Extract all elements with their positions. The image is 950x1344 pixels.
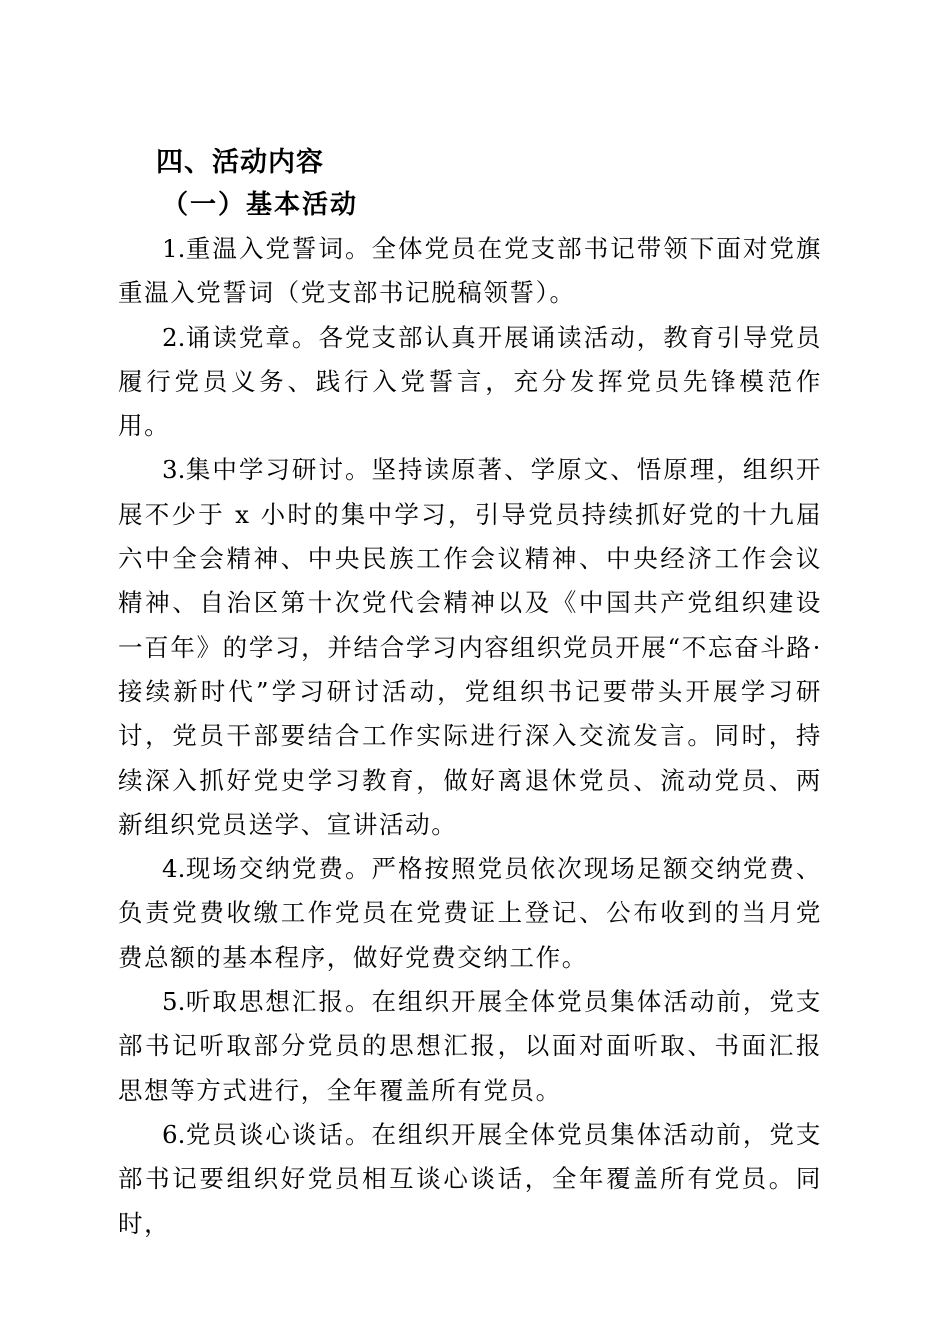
paragraph-number: 6. <box>162 1119 186 1149</box>
paragraph-5 <box>118 980 822 1113</box>
paragraph-number: 1. <box>162 234 186 263</box>
paragraph-text: 党员谈心谈话。在组织开展全体党员集体活动前，党支部书记要组织好党员相互谈心谈话，全年覆盖所有党员。同时， <box>118 1119 822 1238</box>
paragraph-text: 集中学习研讨。坚持读原著、学原文、悟原理，组织开展不少于 x 小时的集中学习，引导党员持续抓好党的十九届六中全会精神、中央民族工作会议精神、中央经济工作会议精神、自治区第十次党代会精神以及《中国共产党组织建设一百年》的学习，并结合学习内容组织党员开展“不忘奋斗路·接续新时代”学习研讨活动，党组织书记要带头开展学习研讨，党员干部要结合工作实际进行深入交流发言。同时，持续深入抓好党史学习教育，做好离退休党员、流动党员、两新组织党员送学、宣讲活动。 <box>118 455 822 839</box>
paragraph-3 <box>118 448 822 847</box>
paragraph-1 <box>118 227 822 316</box>
subsection-heading: （一）基本活动 <box>162 190 359 220</box>
document-body <box>118 143 822 1246</box>
paragraph-number: 4. <box>162 854 186 884</box>
paragraph-number: 5. <box>162 987 186 1017</box>
paragraph-number: 2. <box>162 322 186 352</box>
paragraph-text: 重温入党誓词。全体党员在党支部书记带领下面对党旗重温入党誓词（党支部书记脱稿领誓）。 <box>118 234 822 308</box>
paragraph-text: 听取思想汇报。在组织开展全体党员集体活动前，党支部书记听取部分党员的思想汇报，以面对面听取、书面汇报思想等方式进行，全年覆盖所有党员。 <box>118 987 822 1105</box>
paragraph-text: 现场交纳党费。严格按照党员依次现场足额交纳党费、负责党费收缴工作党员在党费证上登记、公布收到的当月党费总额的基本程序，做好党费交纳工作。 <box>118 854 822 972</box>
section-heading: 四、活动内容 <box>156 147 324 178</box>
paragraph-4 <box>118 847 822 980</box>
paragraph-text: 诵读党章。各党支部认真开展诵读活动，教育引导党员履行党员义务、践行入党誓言，充分发挥党员先锋模范作用。 <box>118 322 822 441</box>
paragraph-number: 3. <box>162 455 186 485</box>
paragraph-6 <box>118 1113 822 1246</box>
paragraph-2 <box>118 316 822 449</box>
